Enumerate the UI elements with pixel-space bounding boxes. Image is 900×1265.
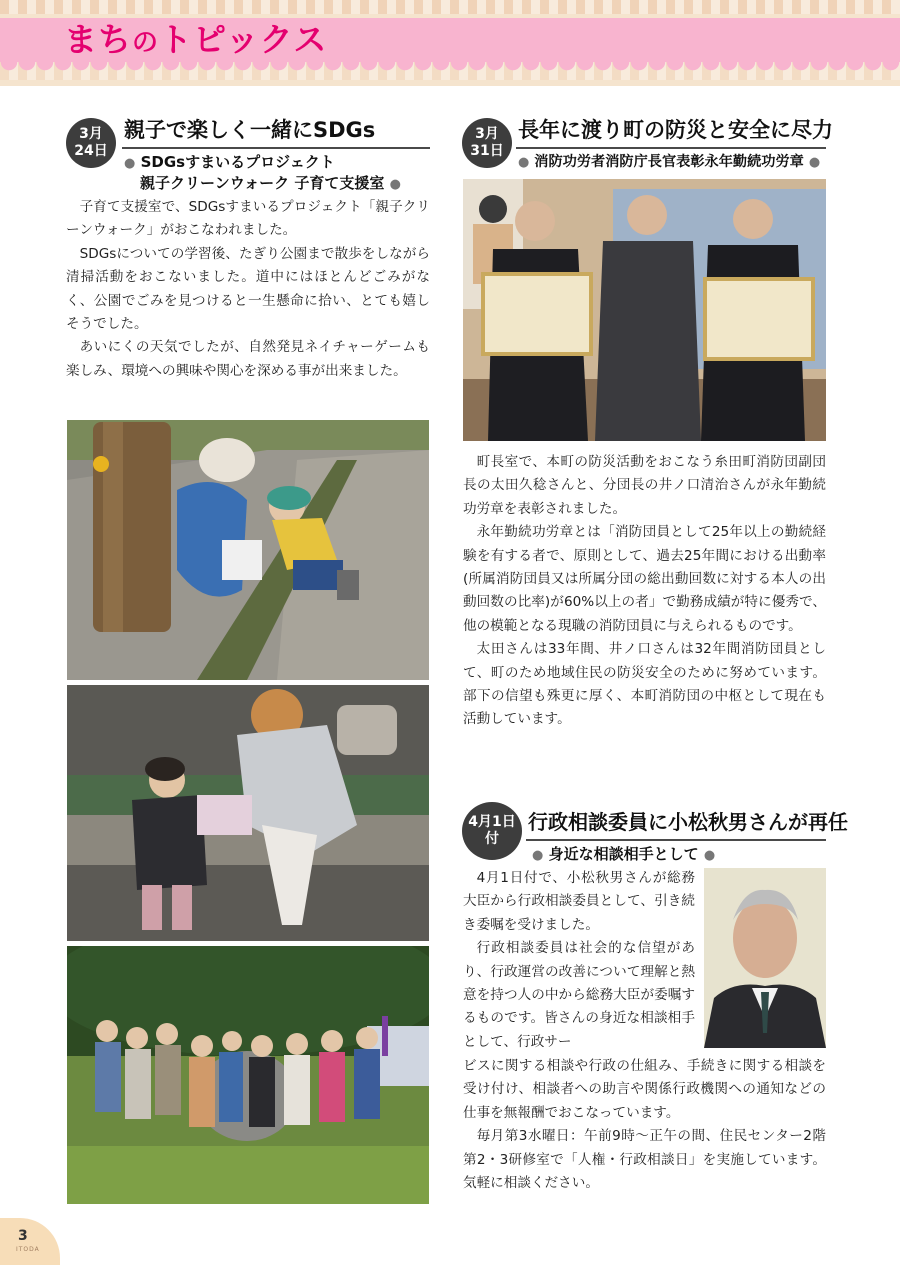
article1-title: 親子で楽しく一緒にSDGs — [124, 118, 376, 142]
page-header — [0, 0, 900, 86]
section-title — [64, 20, 327, 63]
header-lace-bottom — [0, 62, 900, 80]
article3-paragraph: 4月1日付で、小松秋男さんが総務大臣から行政相談委員として、引き続き委嘱を受けました。 — [463, 870, 695, 933]
article3-subtitle: ● 身近な相談相手として ● — [532, 845, 716, 863]
article1-title-rule — [122, 147, 430, 149]
page-number: 3 — [18, 1228, 28, 1244]
article3-date-suffix: 付 — [485, 831, 499, 847]
article2-date-month: 3月 — [475, 126, 499, 142]
article3-title-rule — [526, 839, 826, 841]
section-title-part2: の — [132, 28, 160, 58]
article2-title-rule — [516, 147, 826, 149]
town-label: ITODA — [16, 1246, 40, 1253]
article1-date-day: 24日 — [74, 143, 108, 159]
award-ceremony-photo — [463, 179, 826, 441]
clean-walk-group-photo — [67, 946, 429, 1204]
article1-paragraph: SDGsについての学習後、たぎり公園まで散歩をしながら清掃活動をおこないました。道中にはほとんどごみがなく、公園でごみを見つけると一生懸命に拾い、とても嬉しそうでした。 — [66, 245, 430, 333]
header-lace-top — [0, 0, 900, 14]
clean-walk-photo-2 — [67, 685, 429, 941]
article2-title: 長年に渡り町の防災と安全に尽力 — [518, 118, 833, 142]
portrait-photo — [704, 868, 826, 1048]
clean-walk-photo-1 — [67, 420, 429, 680]
article3-paragraph-continued: ビスに関する相談や行政の仕組み、手続きに関する相談を受け付け、相談者への助言や関係行政機関への通知などの仕事を無報酬でおこなっています。 — [463, 1058, 826, 1121]
article1-subtitle-line1: ● SDGsすまいるプロジェクト — [124, 153, 335, 171]
article3-body-narrow — [463, 867, 695, 1054]
article1-paragraph: あいにくの天気でしたが、自然発見ネイチャーゲームも楽しみ、環境への興味や関心を深める事が出来ました。 — [66, 339, 430, 379]
article3-title: 行政相談委員に小松秋男さんが再任 — [528, 810, 848, 834]
article1-paragraph: 子育て支援室で、SDGsすまいるプロジェクト「親子クリーンウォーク」がおこなわれました。 — [66, 199, 430, 239]
article2-date-day: 31日 — [470, 143, 504, 159]
article3-date-month: 4月1日 — [468, 814, 516, 830]
article2-body — [463, 451, 826, 732]
article1-date-month: 3月 — [79, 126, 103, 142]
article1-subtitle-line2: 親子クリーンウォーク 子育て支援室 ● — [140, 174, 401, 192]
article2-paragraph: 太田さんは33年間、井ノ口さんは32年間消防団員として、町のため地域住民の防災安全のために努めています。部下の信望も殊更に厚く、本町消防団の中枢として現在も活動しています。 — [463, 641, 826, 728]
article3-paragraph: 毎月第3水曜日：午前9時〜正午の間、住民センター2階第2・3研修室で「人権・行政相談日」を実施しています。気軽に相談ください。 — [463, 1128, 826, 1192]
article2-date-badge — [462, 118, 512, 168]
article1-body — [66, 196, 430, 383]
article1-date-badge — [66, 118, 116, 168]
article2-paragraph: 町長室で、本町の防災活動をおこなう糸田町消防団副団長の太田久稔さんと、分団長の井ノ口清治さんが永年勤続功労章を表彰されました。 — [463, 454, 826, 517]
article2-subtitle: ● 消防功労者消防庁長官表彰永年勤続功労章 ● — [518, 154, 821, 170]
page-number-tab — [0, 1218, 60, 1265]
article3-paragraph: 行政相談委員は社会的な信望があり、行政運営の改善について理解と熱意を持つ人の中から総務大臣が委嘱するものです。皆さんの身近な相談相手として、行政サー — [463, 940, 695, 1050]
article2-paragraph: 永年勤続功労章とは「消防団員として25年以上の勤続経験を有する者で、原則として、過去25年間における出動率(所属消防団員又は所属分団の総出動回数に対する本人の出動回数の比率)が60%以上の者」で勤務成績が特に優秀で、他の模範となる現職の消防団員に与えられるものです。 — [463, 524, 826, 634]
section-title-part1: まち — [64, 20, 132, 59]
article3-date-badge — [462, 802, 522, 860]
article3-body-wide — [463, 1055, 826, 1195]
section-title-part3: トピックス — [159, 20, 328, 59]
